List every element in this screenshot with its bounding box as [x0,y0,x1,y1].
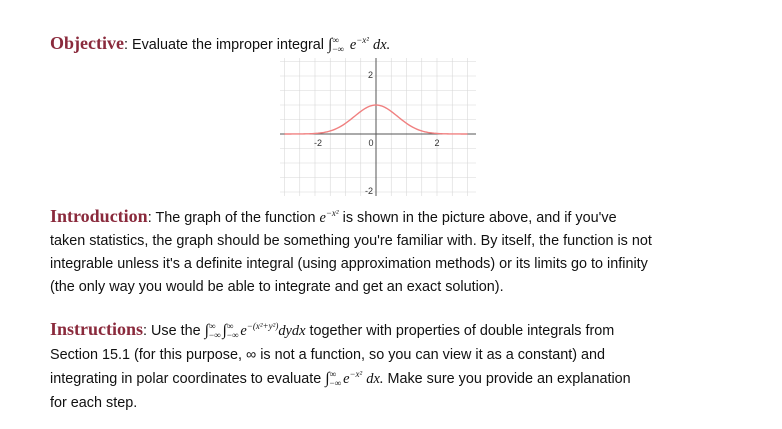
inner-integral-limits [227,322,239,340]
instructions-use-the: Use the [151,323,201,339]
introduction-line-4: (the only way you would be able to integrate and get an exact solution). [50,279,504,295]
x-tick-2: 2 [434,138,440,148]
function-base: e [319,210,326,226]
objective-integrand [350,37,369,53]
instructions-integrand-exponent: −x² [349,369,363,380]
x-tick-0: 0 [368,138,374,148]
inner-integral-sign: ∫ [222,322,227,339]
objective-dx: dx. [373,37,391,53]
introduction-colon: : [147,210,152,226]
objective-paragraph [50,32,750,57]
x-tick-neg2: -2 [313,138,323,148]
gaussian-graph [280,58,476,196]
introduction-line-1 [50,205,750,230]
y-tick-2: 2 [367,70,373,80]
introduction-line-3: integrable unless it's a definite integral (using approximation methods) or its limits go to infinity [50,256,648,272]
outer-integral-sign: ∫ [204,322,210,339]
outer-lower-limit: −∞ [209,330,221,341]
integral-limits [332,36,344,54]
introduction-line-2: taken statistics, the graph should be something you're familiar with. By itself, the function is not [50,233,652,249]
double-integrand-exponent: −(x²+y²) [246,321,279,332]
instructions-integrand-base: e [343,371,350,387]
instructions-paragraph [50,317,750,415]
double-integrand [240,323,305,339]
introduction-text-before: The graph of the function [155,210,316,226]
inner-upper-limit: ∞ [226,321,234,332]
instructions-line-1 [50,317,750,343]
instructions-heading: Instructions [50,319,144,339]
instructions-dx: dx. [366,371,384,387]
outer-upper-limit: ∞ [209,321,216,332]
introduction-paragraph [50,205,750,299]
objective-colon: : [123,37,128,53]
graph-grid [280,58,476,196]
integral-lower-limit: −∞ [332,44,344,55]
integral-sign: ∫ [327,36,333,53]
outer-integral-limits [209,322,221,340]
double-integrand-base: e [240,323,247,339]
y-tick-neg2: -2 [364,186,373,196]
introduction-function [319,210,338,226]
instructions-line-3 [50,367,750,391]
instructions-line3-start: integrating in polar coordinates to evaluate [50,371,322,387]
dydx: dydx [278,323,306,339]
objective-heading: Objective [50,33,124,53]
instructions-integrand [343,371,362,387]
polar-lower-limit: −∞ [329,378,342,389]
introduction-line1-end: is shown in the picture above, and if you've [342,210,617,226]
objective-text: Evaluate the improper integral [131,37,324,53]
polar-upper-limit: ∞ [329,369,337,380]
instructions-colon: : [143,323,148,339]
function-exponent: −x² [325,208,339,219]
polar-integral-limits [330,370,342,388]
integrand-base: e [349,37,357,53]
inner-lower-limit: −∞ [226,330,239,341]
instructions-line3-end: Make sure you provide an explanation [387,371,631,387]
instructions-line-2: Section 15.1 (for this purpose, ∞ is not a function, so you can view it as a constant) and [50,347,606,363]
instructions-line1-end: together with properties of double integrals from [309,323,615,339]
introduction-heading: Introduction [50,206,148,226]
polar-integral-sign: ∫ [325,370,330,387]
integrand-exponent: −x² [356,35,370,46]
integral-upper-limit: ∞ [332,35,339,46]
instructions-line-4: for each step. [50,395,138,411]
